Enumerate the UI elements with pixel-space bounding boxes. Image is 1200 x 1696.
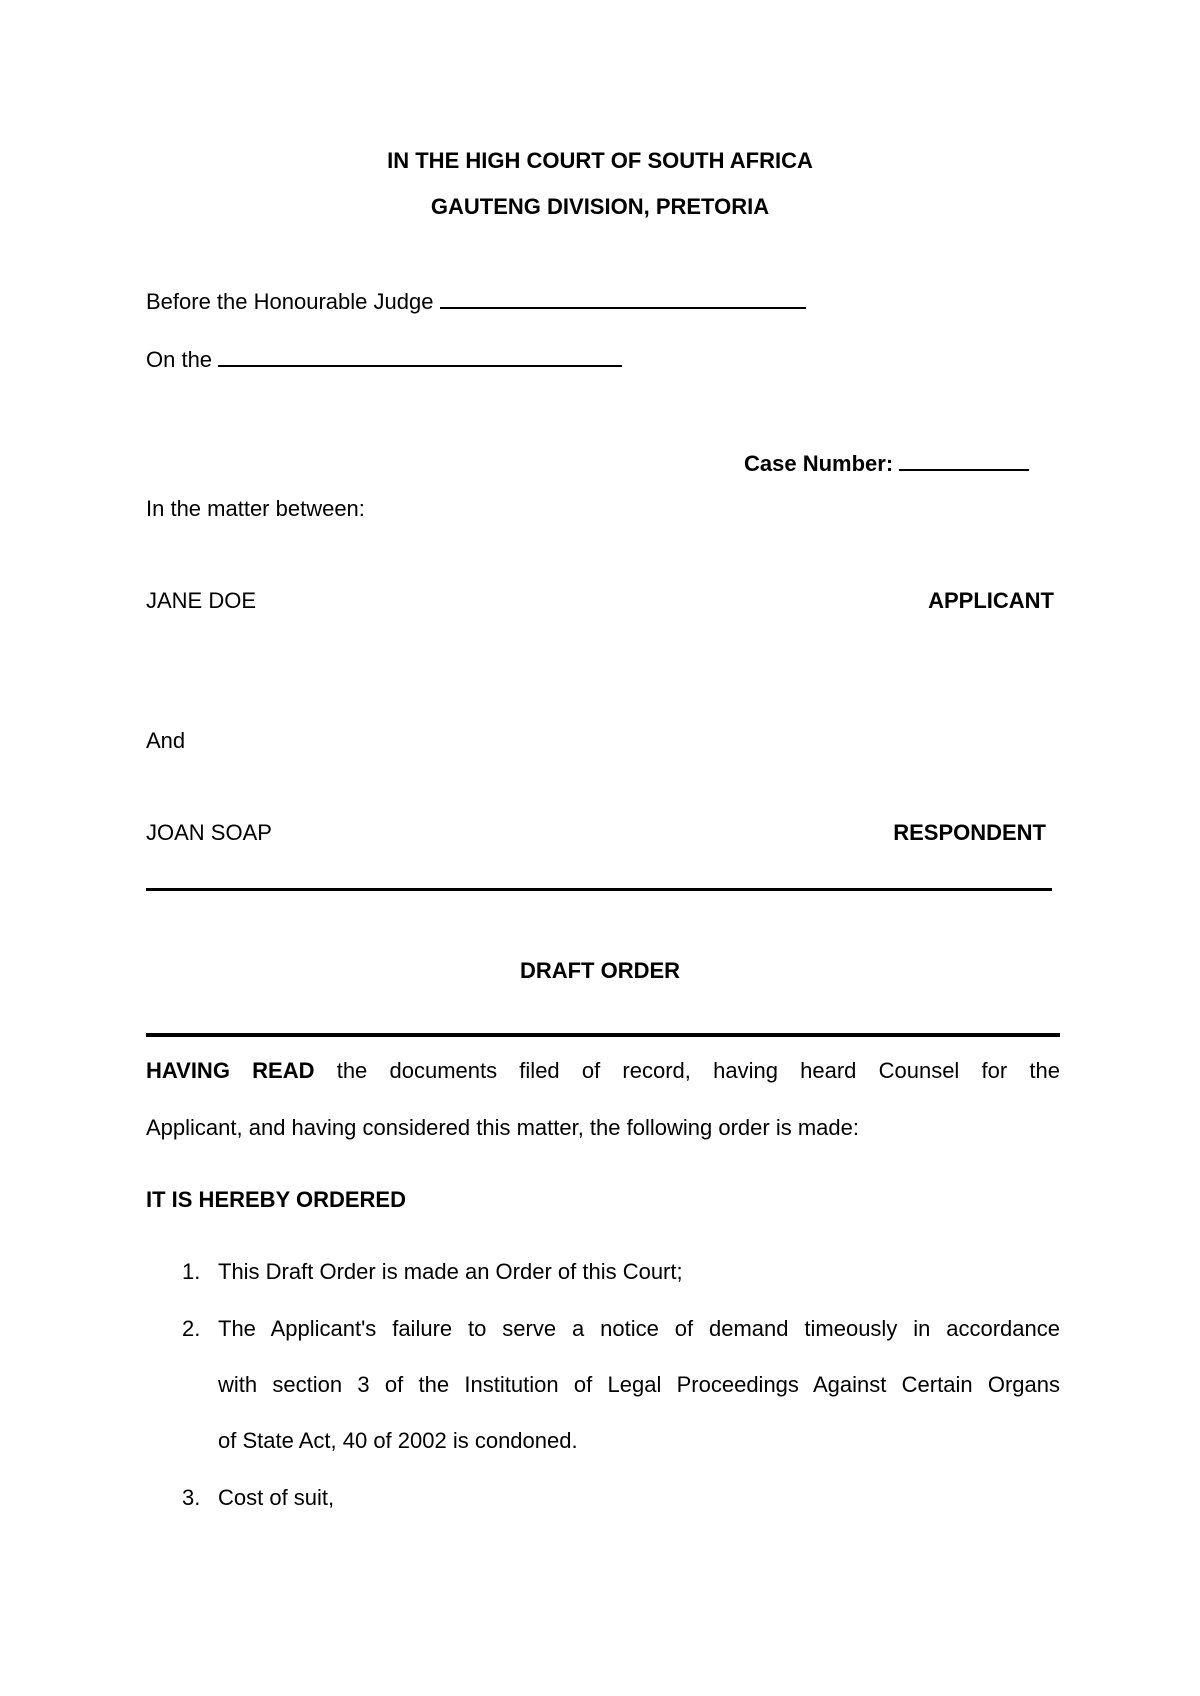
case-number-label: Case Number: (744, 451, 894, 476)
divider-rule (146, 888, 1052, 891)
preamble-line-2: Applicant, and having considered this matter, the following order is made: (146, 1115, 859, 1140)
conjunction: And (146, 728, 186, 753)
case-number-blank (899, 451, 1029, 471)
item-number: 3. (182, 1485, 201, 1510)
applicant-role: APPLICANT (928, 588, 1054, 613)
judge-line (146, 289, 806, 313)
applicant-name: JANE DOE (146, 588, 257, 613)
preamble-line-1-text: the documents filed of record, having heard Counsel for the (336, 1058, 1060, 1083)
matter-intro: In the matter between: (146, 496, 365, 521)
preamble-line-1 (146, 1060, 1060, 1082)
date-label: On the (146, 347, 213, 372)
preamble-bold: HAVING READ (146, 1058, 315, 1083)
respondent-name: JOAN SOAP (146, 820, 272, 845)
item-text: with section 3 of the Institution of Legal Proceedings Against Certain Organs (218, 1372, 1060, 1397)
court-division: GAUTENG DIVISION, PRETORIA (430, 194, 770, 219)
ordered-heading: IT IS HEREBY ORDERED (146, 1187, 406, 1212)
item-text: Cost of suit, (218, 1485, 335, 1510)
item-text: The Applicant's failure to serve a notice of demand timeously in accordance (218, 1316, 1060, 1341)
item-text: of State Act, 40 of 2002 is condoned. (218, 1428, 578, 1453)
judge-label: Before the Honourable Judge (146, 289, 434, 314)
court-name: IN THE HIGH COURT OF SOUTH AFRICA (387, 148, 813, 173)
item-text: This Draft Order is made an Order of this Court; (218, 1259, 683, 1284)
respondent-role: RESPONDENT (893, 820, 1046, 845)
judge-blank (440, 289, 806, 309)
order-title: DRAFT ORDER (519, 958, 681, 983)
case-number-line (744, 451, 1029, 475)
date-line (146, 347, 622, 371)
title-underline (146, 1033, 1060, 1037)
item-number: 1. (182, 1259, 201, 1284)
date-blank (218, 347, 622, 367)
item-number: 2. (182, 1316, 201, 1341)
